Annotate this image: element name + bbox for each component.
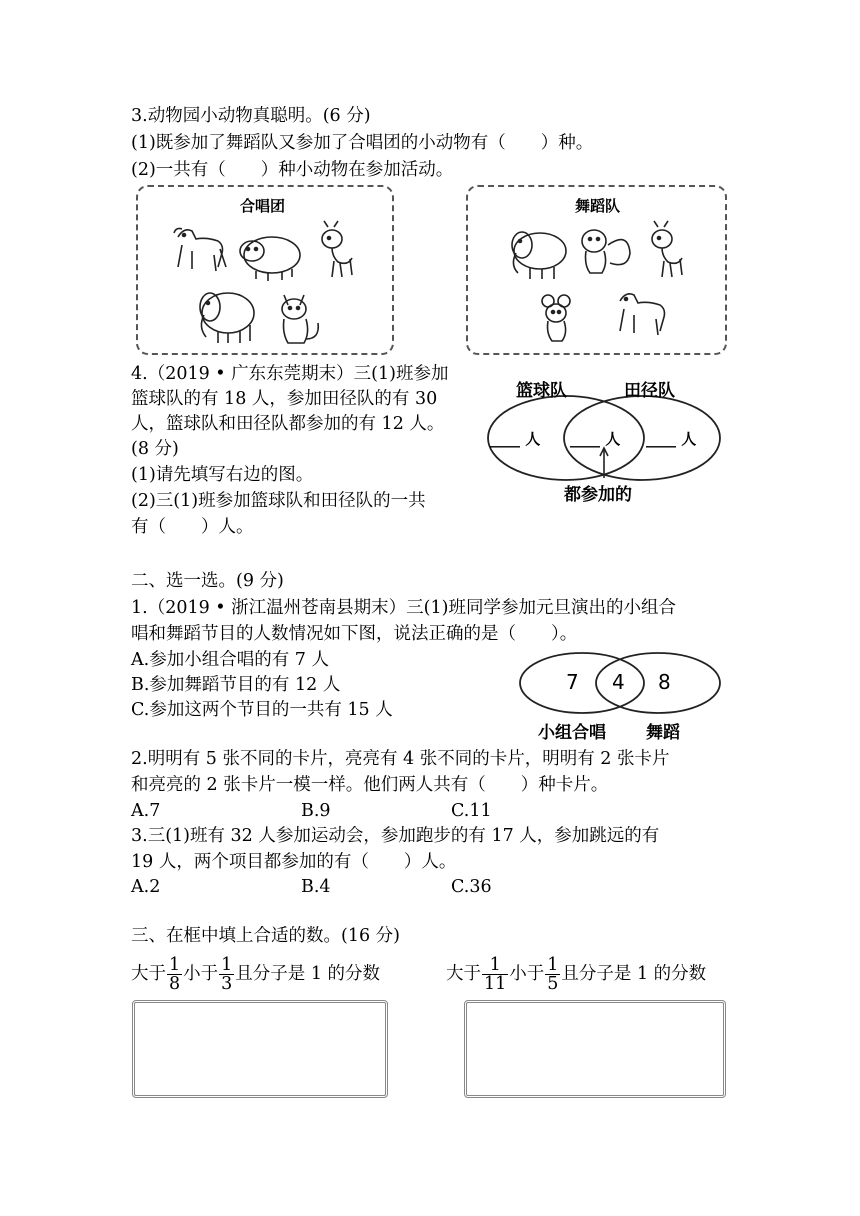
q4-line-1: 4.（2019 • 广东东莞期末）三(1)班参加 <box>131 364 449 384</box>
answer-box-right[interactable] <box>464 1000 726 1098</box>
q4-line-2: 篮球队的有 18 人，参加田径队的有 30 <box>131 389 438 409</box>
venn-choir-label: 小组合唱 <box>538 723 606 743</box>
s2-q1-option-a: A.参加小组合唱的有 7 人 <box>131 650 329 670</box>
s2-q3-option-c: C.36 <box>451 877 492 897</box>
venn-slot-right: ____ 人 <box>646 430 697 448</box>
q4-line-7: 有（ ）人。 <box>131 517 254 537</box>
dance-title: 舞蹈队 <box>575 197 621 215</box>
choir-box <box>136 185 394 355</box>
s3-left-prompt <box>131 954 380 994</box>
elephant-icon <box>200 293 254 343</box>
venn-dance-only: 8 <box>658 670 671 694</box>
s3-right-mid: 小于 <box>509 964 545 984</box>
venn-choir-only: 7 <box>566 670 579 694</box>
s2-q1-option-c: C.参加这两个节目的一共有 15 人 <box>131 700 393 720</box>
s2-q2-option-a: A.7 <box>131 801 161 821</box>
horse-icon <box>174 229 226 272</box>
section-3-title: 三、在框中填上合适的数。(16 分) <box>131 926 400 946</box>
venn-slot-mid: ____ 人 <box>570 430 621 448</box>
fraction-one-eleventh: $\frac{1}{11}$ <box>484 955 507 994</box>
fraction-one-third: $\frac{1}{3}$ <box>221 955 233 994</box>
s2-q3-option-b: B.4 <box>301 877 331 897</box>
s3-left-post: 且分子是 1 的分数 <box>235 964 381 984</box>
q3-part2: (2)一共有（ ）种小动物在参加活动。 <box>131 160 454 180</box>
q4-line-3: 人，篮球队和田径队都参加的有 12 人。 <box>131 414 445 434</box>
s2-q1-venn <box>518 648 722 743</box>
s2-q1-line-1: 1.（2019 • 浙江温州苍南县期末）三(1)班同学参加元旦演出的小组合 <box>131 598 676 618</box>
section-2-title: 二、选一选。(9 分) <box>131 571 284 591</box>
s3-right-post: 且分子是 1 的分数 <box>561 964 707 984</box>
venn-both: 4 <box>612 670 625 694</box>
q3-part1: (1)既参加了舞蹈队又参加了合唱团的小动物有（ ）种。 <box>131 133 594 153</box>
s2-q1-line-2: 唱和舞蹈节目的人数情况如下图，说法正确的是（ ）。 <box>131 624 578 644</box>
s2-q2-line-2: 和亮亮的 2 张卡片一模一样。他们两人共有（ ）种卡片。 <box>131 775 609 795</box>
s3-right-pre: 大于 <box>446 964 481 984</box>
fraction-one-fifth: $\frac{1}{5}$ <box>547 955 559 994</box>
venn-basketball-label: 篮球队 <box>516 381 567 401</box>
elephant-icon <box>512 232 566 279</box>
q4-line-5: (1)请先填写右边的图。 <box>131 465 314 485</box>
deer-icon <box>322 221 352 277</box>
dance-animals <box>468 187 727 355</box>
s2-q2-option-b: B.9 <box>301 801 331 821</box>
q3-title: 3.动物园小动物真聪明。(6 分) <box>131 106 371 126</box>
venn-slot-left: ____ 人 <box>490 430 541 448</box>
venn-pointer-label: 都参加的 <box>564 485 632 505</box>
s2-q3-option-a: A.2 <box>131 877 161 897</box>
s2-q2-option-c: C.11 <box>451 801 492 821</box>
cat-icon <box>282 295 318 343</box>
s3-right-prompt <box>446 954 706 994</box>
choir-title: 合唱团 <box>240 197 286 215</box>
fraction-one-eighth: $\frac{1}{8}$ <box>169 955 181 994</box>
s3-left-mid: 小于 <box>183 964 219 984</box>
q4-venn <box>484 370 724 510</box>
venn-track-label: 田径队 <box>624 381 675 401</box>
s2-q3-line-1: 3.三(1)班有 32 人参加运动会，参加跑步的有 17 人，参加跳远的有 <box>131 826 660 846</box>
venn-dance-label: 舞蹈 <box>646 723 680 743</box>
q4-line-6: (2)三(1)班参加篮球队和田径队的一共 <box>131 491 426 511</box>
s2-q1-option-b: B.参加舞蹈节目的有 12 人 <box>131 675 341 695</box>
s3-left-pre: 大于 <box>131 964 166 984</box>
answer-box-left[interactable] <box>132 1000 388 1098</box>
q4-line-4: (8 分) <box>131 439 179 459</box>
s2-q2-line-1: 2.明明有 5 张不同的卡片，亮亮有 4 张不同的卡片，明明有 2 张卡片 <box>131 749 670 769</box>
sheep-icon <box>240 237 300 281</box>
deer-icon <box>652 221 682 277</box>
horse-icon <box>620 294 665 335</box>
choir-animals <box>138 187 394 355</box>
mouse-icon <box>542 295 570 341</box>
s2-q3-line-2: 19 人，两个项目都参加的有（ ）人。 <box>131 852 457 872</box>
squirrel-icon <box>582 230 630 273</box>
dance-box <box>466 185 727 355</box>
